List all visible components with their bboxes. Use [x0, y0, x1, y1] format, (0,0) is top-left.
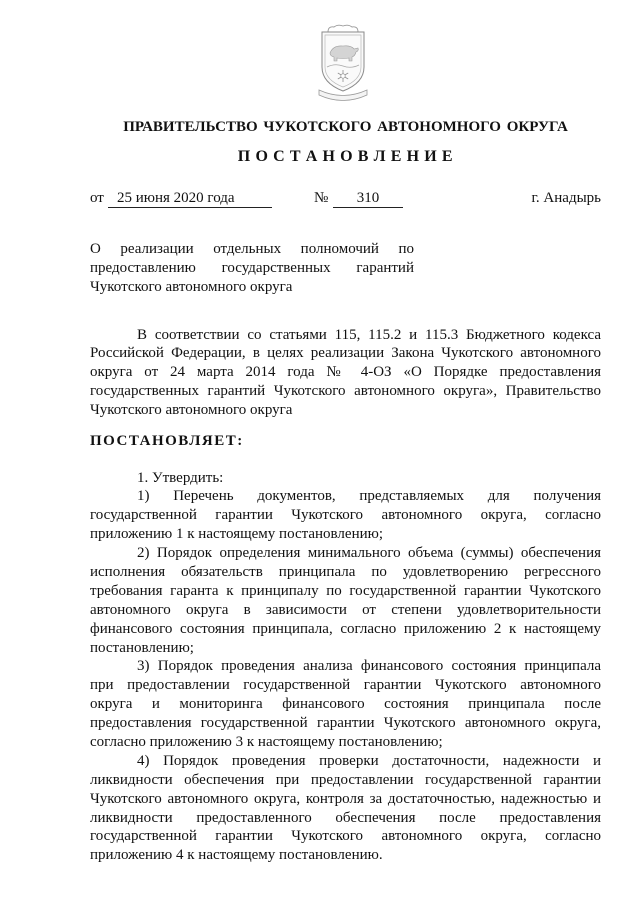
item-line: автономного округа в зависимости от степени удовлетворительности: [90, 601, 601, 618]
item-line: 4) Порядок проведения проверки достаточности, надежности и: [137, 752, 601, 769]
emblem-snowflake-center: [341, 74, 345, 78]
item-line: государственной гарантии Чукотского автономного округа, согласно: [90, 507, 601, 524]
preamble-line: В соответствии со статьями 115, 115.2 и 115.3 Бюджетного кодекса: [137, 326, 601, 343]
subject-block: [90, 240, 414, 297]
item-line: исполнения обязательств принципала по удовлетворению регрессного: [90, 563, 601, 580]
coat-of-arms-svg: [315, 23, 371, 103]
decree-item-3: [90, 657, 601, 751]
date-field: 25 июня 2020 года: [108, 189, 272, 208]
item-line: согласно приложению 3 к настоящему постановлению;: [90, 733, 443, 750]
emblem-shield: [322, 32, 364, 91]
item-line: приложению 1 к настоящему постановлению;: [90, 526, 383, 543]
decree-item-4: [90, 752, 601, 865]
preamble-paragraph: [90, 326, 601, 420]
preamble-line: округа от 24 марта 2014 года № 4-ОЗ «О Порядке предоставления: [90, 364, 601, 381]
item-line: предоставления государственной гарантии Чукотского автономного округа,: [90, 715, 601, 732]
number-prefix: №: [314, 189, 329, 206]
item-line: 1) Перечень документов, представляемых для получения: [137, 488, 601, 505]
emblem-top-ornament: [328, 25, 358, 32]
emblem-ribbon: [319, 90, 367, 101]
item-line: при предоставлении государственной гарантии Чукотского автономного: [90, 677, 601, 694]
subject-line: предоставлению государственных гарантий: [90, 259, 414, 276]
decree-list: [90, 469, 601, 866]
resolves-heading: ПОСТАНОВЛЯЕТ:: [90, 432, 244, 449]
decree-item-1: [90, 487, 601, 544]
item-line: финансового состояния принципала, согласно приложению 2 к настоящему: [90, 620, 601, 637]
item-line: требования гаранта к принципалу по государственной гарантии Чукотского: [90, 582, 601, 599]
subject-line: Чукотского автономного округа: [90, 278, 293, 295]
government-title: ПРАВИТЕЛЬСТВО ЧУКОТСКОГО АВТОНОМНОГО ОКРУГА: [123, 118, 568, 135]
date-prefix: от: [90, 189, 104, 206]
item-line: округа и мониторинга финансового состояния принципала после: [90, 696, 601, 713]
coat-of-arms-icon: [315, 23, 371, 103]
decree-intro: 1. Утвердить:: [137, 469, 224, 486]
preamble-line: Российской Федерации, в целях реализации Закона Чукотского автономного: [90, 345, 601, 362]
decree-item-2: [90, 544, 601, 657]
item-line: ликвидности обеспечения при предоставлении государственной гарантии: [90, 771, 601, 788]
city-name: г. Анадырь: [531, 189, 601, 206]
item-line: постановлению;: [90, 639, 194, 656]
item-line: 3) Порядок проведения анализа финансового состояния принципала: [137, 658, 601, 675]
date-number-row: [0, 189, 640, 209]
item-line: приложению 4 к настоящему постановлению.: [90, 847, 383, 864]
preamble-line: Чукотского автономного округа: [90, 402, 293, 419]
item-line: Чукотского автономного округа, контроля за достаточностью, надежностью и: [90, 790, 601, 807]
item-line: государственной гарантии Чукотского автономного округа, согласно: [90, 828, 601, 845]
item-line: 2) Порядок определения минимального объема (суммы) обеспечения: [137, 545, 601, 562]
preamble-line: государственных гарантий Чукотского автономного округа», Правительство: [90, 383, 601, 400]
number-field: 310: [333, 189, 403, 208]
document-type-title: П О С Т А Н О В Л Е Н И Е: [237, 148, 454, 165]
item-line: ликвидности предоставленного обеспечения после предоставления: [90, 809, 601, 826]
subject-line: О реализации отдельных полномочий по: [90, 240, 414, 257]
